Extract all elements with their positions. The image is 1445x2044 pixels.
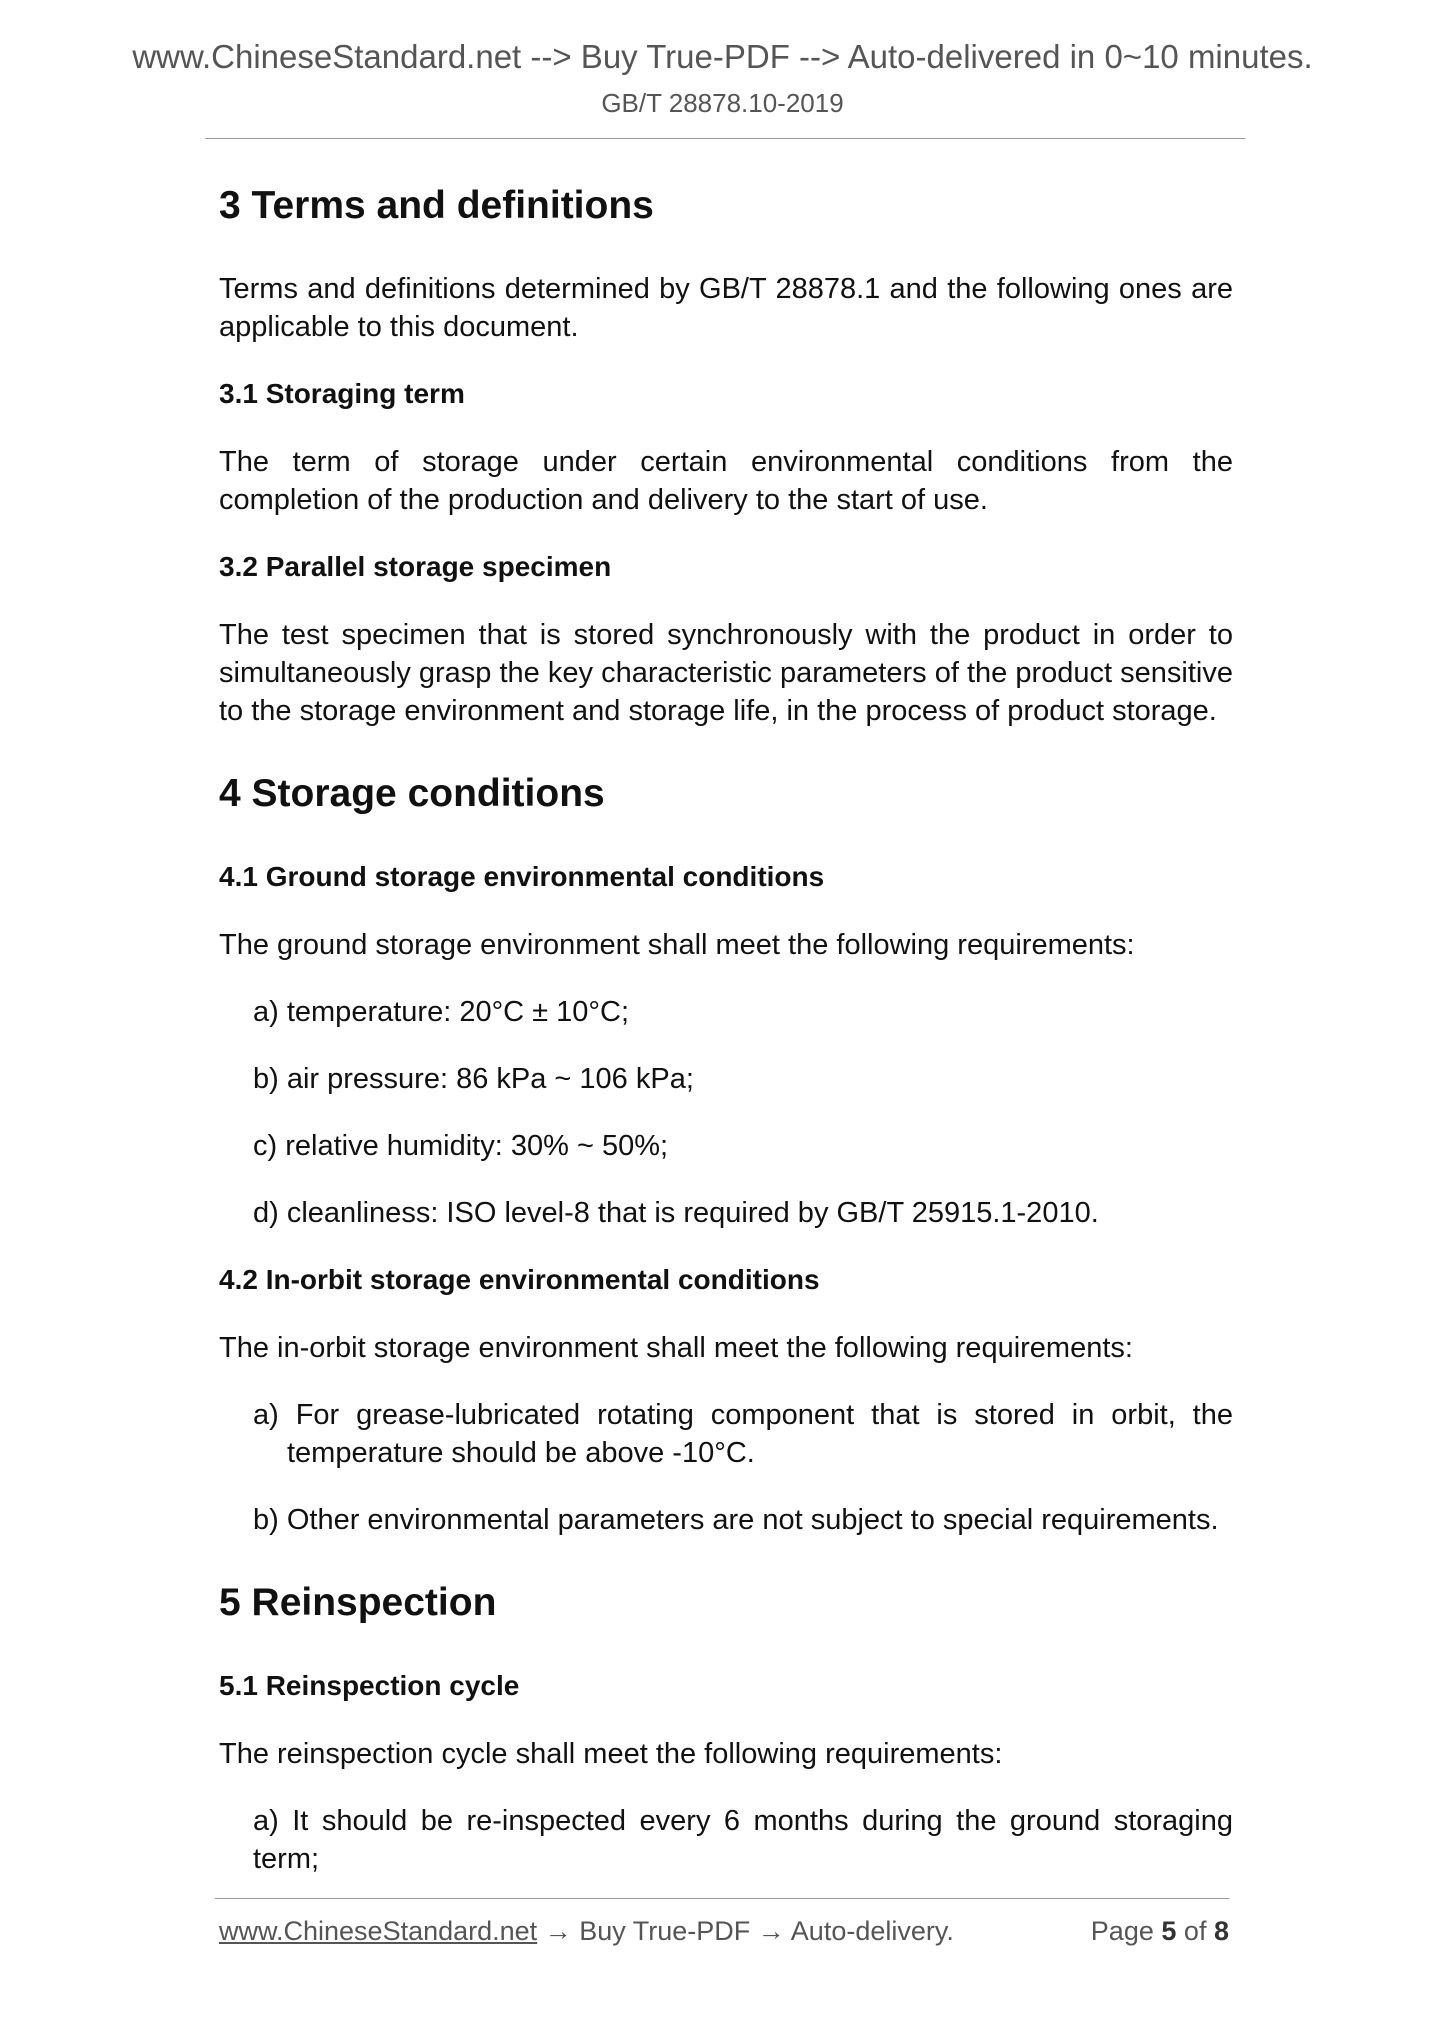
arrow-icon: → [544, 1916, 572, 1946]
section-4-1-intro: The ground storage environment shall meet the following requirements: [219, 929, 1135, 961]
section-3-title: 3 Terms and definitions [219, 184, 654, 227]
list-item: b) Other environmental parameters are not subject to special requirements. [253, 1504, 1219, 1536]
footer-divider [215, 1898, 1229, 1899]
page-indicator [1091, 1916, 1229, 1947]
list-item: a) temperature: 20°C ± 10°C; [253, 996, 629, 1028]
section-3-1-title: 3.1 Storaging term [219, 378, 465, 409]
header-divider [205, 138, 1245, 139]
section-3-intro: Terms and definitions determined by GB/T 28878.1 and the following ones are applicable to this document. [219, 273, 1233, 343]
site-link[interactable]: www.ChineseStandard.net [219, 1916, 538, 1946]
section-4-title: 4 Storage conditions [219, 772, 605, 815]
list-item: a) It should be re-inspected every 6 months during the ground storaging term; [253, 1805, 1233, 1875]
section-5-1-title: 5.1 Reinspection cycle [219, 1670, 520, 1701]
list-item: c) relative humidity: 30% ~ 50%; [253, 1130, 669, 1162]
buy-text: Buy True-PDF [579, 1916, 751, 1946]
section-3-1-text: The term of storage under certain environmental conditions from the completion of the production and delivery to the start of use. [219, 446, 1233, 516]
section-5-1-intro: The reinspection cycle shall meet the following requirements: [219, 1738, 1003, 1770]
document-code: GB/T 28878.10-2019 [601, 88, 844, 118]
page-total: 8 [1213, 1916, 1229, 1946]
list-item: d) cleanliness: ISO level-8 that is required by GB/T 25915.1-2010. [253, 1197, 1099, 1229]
arrow-icon: → [757, 1916, 785, 1946]
section-4-2-title: 4.2 In-orbit storage environmental conditions [219, 1264, 820, 1295]
page-label: Page [1090, 1916, 1154, 1946]
top-banner: www.ChineseStandard.net --> Buy True-PDF --> Auto-delivered in 0~10 minutes. [132, 38, 1313, 75]
list-item: a) For grease-lubricated rotating component that is stored in orbit, the temperature should be above -10°C. [253, 1399, 1233, 1469]
section-3-2-text: The test specimen that is stored synchronously with the product in order to simultaneously grasp the key characteristic parameters of the product sensitive to the storage environment and storage life, in the process of product storage. [219, 619, 1233, 727]
section-3-2-title: 3.2 Parallel storage specimen [219, 551, 612, 582]
page-content [219, 182, 1233, 1878]
page-current: 5 [1161, 1916, 1177, 1946]
section-4-1-title: 4.1 Ground storage environmental conditions [219, 861, 825, 892]
delivery-text: Auto-delivery. [790, 1916, 954, 1946]
page-footer [219, 1916, 1229, 1947]
section-4-2-intro: The in-orbit storage environment shall meet the following requirements: [219, 1332, 1133, 1364]
page-of: of [1183, 1916, 1207, 1946]
list-item: b) air pressure: 86 kPa ~ 106 kPa; [253, 1063, 694, 1095]
footer-left [219, 1916, 954, 1947]
section-5-title: 5 Reinspection [219, 1581, 497, 1624]
